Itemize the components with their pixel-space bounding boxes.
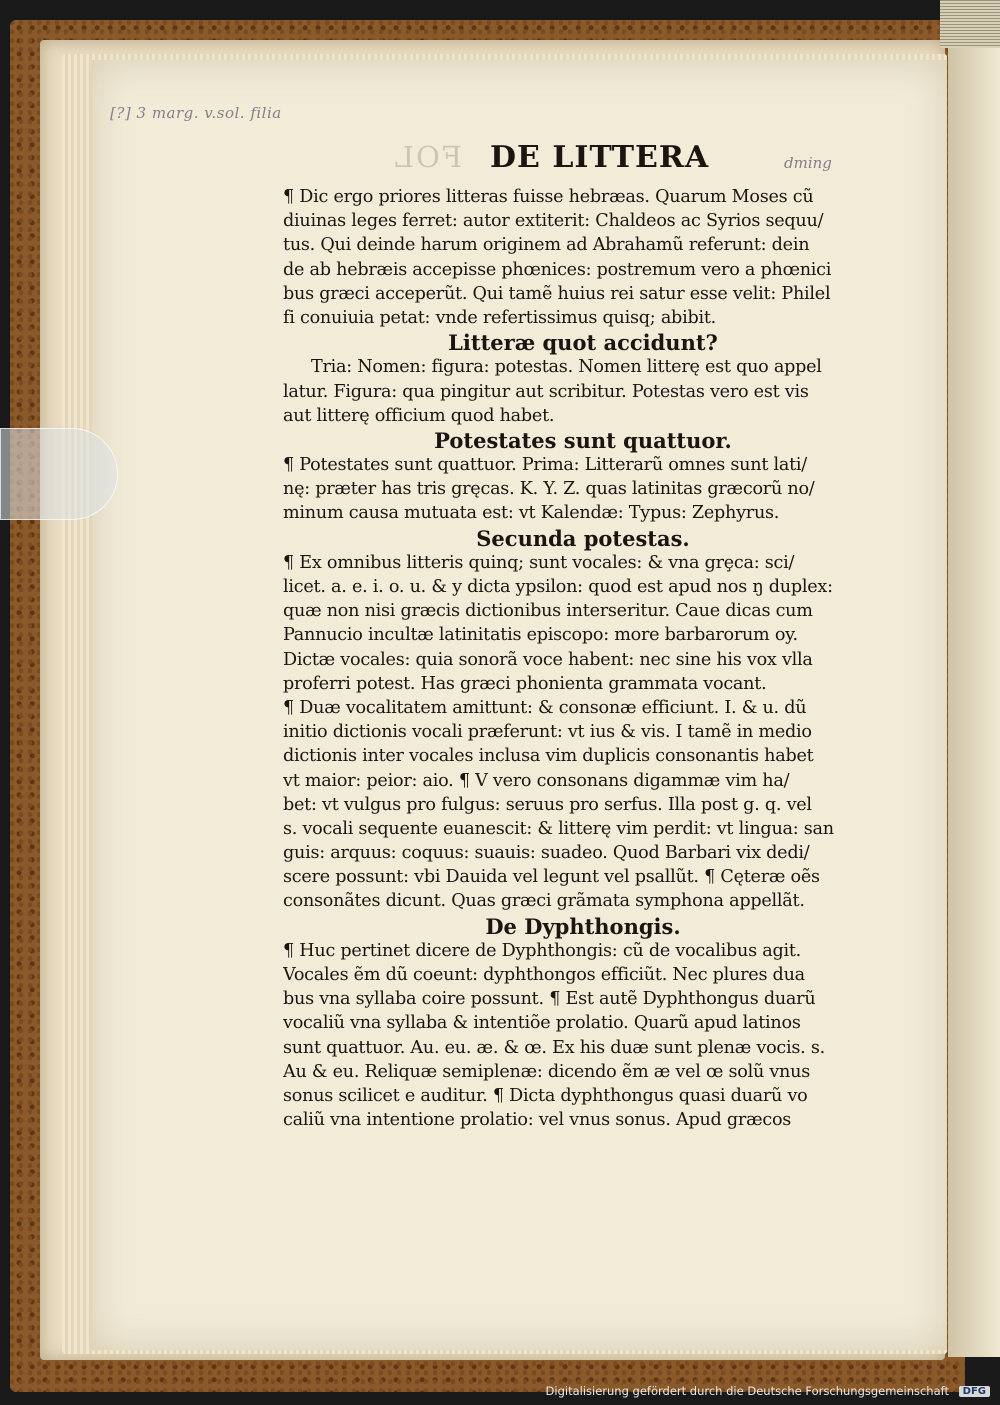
section-heading: Potestates sunt quattuor. <box>434 427 732 453</box>
text-line: Au & eu. Reliquæ semiplenæ: dicendo ẽm æ vel œ solũ vnus <box>283 1061 810 1082</box>
text-line: proferri potest. Has græci phonienta grammata vocant. <box>283 673 767 694</box>
text-line: vocaliũ vna syllaba & intentiõe prolatio. Quarũ apud latinos <box>283 1013 801 1034</box>
text-line: aut litterę officium quod habet. <box>283 405 555 426</box>
handwritten-mark: dming <box>784 154 832 172</box>
text-line: Dictæ vocales: quia sonorã voce habent: nec sine his vox vlla <box>283 649 813 670</box>
text-line: bus græci acceperũt. Qui tamẽ huius rei satur esse velit: Philel <box>283 283 831 304</box>
text-line: vt maior: peior: aio. ¶ V vero consonans digammæ vim ha/ <box>283 770 790 791</box>
credit-text: Digitalisierung gefördert durch die Deutsche Forschungsgemeinschaft <box>545 1384 949 1398</box>
text-line: s. vocali sequente euanescit: & litterę vim perdit: vt lingua: san <box>283 818 834 839</box>
text-line: nę: præter has tris gręcas. K. Y. Z. quas latinitas græcorũ no/ <box>283 479 815 500</box>
text-line: caliũ vna intentione prolatio: vel vnus sonus. Apud græcos <box>283 1110 792 1131</box>
dfg-logo: DFG <box>959 1386 990 1397</box>
page-edges-top <box>940 0 1000 48</box>
footer-credit <box>520 1384 990 1402</box>
text-line: diuinas leges ferret: autor extiterit: Chaldeos ac Syrios sequu/ <box>283 211 824 232</box>
book-clamp <box>0 428 118 520</box>
text-block <box>283 185 883 1132</box>
text-line: dictionis inter vocales inclusa vim duplicis consonantis habet <box>283 746 814 767</box>
text-line: sonus scilicet e auditur. ¶ Dicta dyphthongus quasi duarũ vo <box>283 1085 808 1106</box>
text-line: Tria: Nomen: figura: potestas. Nomen litterę est quo appel <box>311 357 822 378</box>
text-line: bus vna syllaba coire possunt. ¶ Est autẽ Dyphthongus duarũ <box>283 989 816 1010</box>
text-line: initio dictionis vocali præferunt: vt ius & vis. I tamẽ in medio <box>283 722 812 743</box>
text-line: sunt quattuor. Au. eu. æ. & œ. Ex his duæ sunt plenæ vocis. s. <box>283 1037 825 1058</box>
text-line: ¶ Potestates sunt quattuor. Prima: Litterarũ omnes sunt lati/ <box>283 455 807 476</box>
text-line: Vocales ẽm dũ coeunt: dyphthongos efficiũt. Nec plures dua <box>283 965 805 985</box>
section-heading: Litteræ quot accidunt? <box>448 330 718 356</box>
text-line: de ab hebræis accepisse phœnices: postremum vero a phœnici <box>283 259 832 280</box>
text-line: licet. a. e. i. o. u. & y dicta ypsilon: quod est apud nos ŋ duplex: <box>283 577 833 597</box>
text-line: ¶ Ex omnibus litteris quinq; sunt vocales: & vna grȩca: sci/ <box>283 552 795 573</box>
text-line: bet: vt vulgus pro fulgus: seruus pro serfus. Illa post g. q. vel <box>283 794 812 815</box>
facing-page-edge <box>948 42 1000 1357</box>
text-line: tus. Qui deinde harum originem ad Abrahamũ referunt: dein <box>283 235 810 256</box>
text-line: consonãtes dicunt. Quas græci grãmata symphona appellãt. <box>283 891 805 912</box>
text-line: guis: arquus: coquus: suauis: suadeo. Quod Barbari vix dedi/ <box>283 843 810 864</box>
text-line: Pannucio incultæ latinitatis episcopo: more barbarorum oy. <box>283 625 798 646</box>
bleed-through-heading: FOL <box>392 140 462 174</box>
text-line: quæ non nisi græcis dictionibus interseritur. Caue dicas cum <box>283 601 813 622</box>
text-line: minum causa mutuata est: vt Kalendæ: Typus: Zephyrus. <box>283 503 780 524</box>
text-line: latur. Figura: qua pingitur aut scribitur. Potestas vero est vis <box>283 381 809 402</box>
section-heading: Secunda potestas. <box>476 525 690 551</box>
text-line: ¶ Huc pertinet dicere de Dyphthongis: cũ de vocalibus agit. <box>283 940 802 961</box>
text-line: ¶ Dic ergo priores litteras fuisse hebræas. Quarum Moses cũ <box>283 187 814 207</box>
handwritten-note: [?] 3 marg. v.sol. filia <box>110 104 282 122</box>
page-title: DE LITTERA <box>490 140 710 175</box>
text-line: ¶ Duæ vocalitatem amittunt: & consonæ efficiunt. I. & u. dũ <box>283 697 807 718</box>
section-heading: De Dyphthongis. <box>485 913 681 939</box>
text-line: scere possunt: vbi Dauida vel legunt vel psallũt. ¶ Cęteræ oẽs <box>283 867 820 888</box>
text-line: fi conuiuia petat: vnde refertissimus quisq; abibit. <box>283 307 717 328</box>
